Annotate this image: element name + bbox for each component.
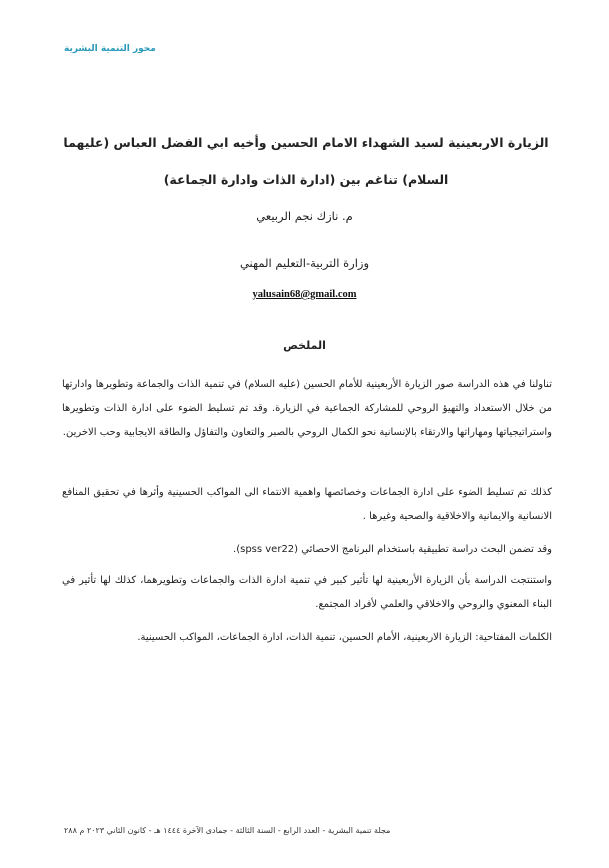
author-email[interactable]: yalusain68@gmail.com: [252, 289, 357, 300]
page-number: ٢٨٨: [64, 826, 77, 835]
abstract-heading: الملخص: [283, 339, 326, 352]
author-name: م. نازك نجم الربيعي: [256, 209, 353, 223]
keywords-paragraph: الكلمات المفتاحية: الزيارة الاربعينية، الأمام الحسين، تنمية الذات، ادارة الجماعات، المواكب الحسينية.: [137, 632, 552, 643]
article-title: الزيارة الاربعينية لسيد الشهداء الامام الحسين وأخيه ابي الفضل العباس (عليهما السلام) تناغم بين (ادارة الذات وادارة الجماعة): [63, 135, 549, 187]
abstract-paragraph: واستنتجت الدراسة بأن الزيارة الأربعينية لها تأثير كبير في تنمية ادارة الذات والجماعات وتطويرهما، كذلك لها تأثير في البناء المعنوي والروحي والاخلاقي والعلمي لأفراد المجتمع.: [62, 575, 552, 610]
abstract-paragraph: وقد تضمن البحث دراسة تطبيقية باستخدام البرنامج الاحصائي (spss ver22).: [233, 544, 552, 555]
page-footer: [64, 826, 390, 835]
abstract-paragraph: تناولنا في هذه الدراسة صور الزيارة الأربعينية للأمام الحسين (عليه السلام) في تنمية الذات والجماعة وتطويرها وادارتها من خلال الاستعداد والتهيؤ الروحي للمشاركة الجماعية في الزيارة. وقد تم تسليط الضوء على ادارة الذات وتطويرها واستراتيجياتها ومهاراتها والارتقاء بالإنسانية نحو الكمال الروحي بالصبر والتعاون والتفاؤل والطاقة الايجابية وحب الاخرين.: [62, 379, 552, 438]
author-affiliation: وزارة التربية-التعليم المهني: [239, 256, 370, 270]
section-header: محور التنمية البشرية: [64, 44, 156, 54]
journal-citation: مجلة تنمية البشرية - العدد الرابع - السنة الثالثة - جمادى الآخرة ١٤٤٤ هـ - كانون الثاني ٢٠٢٣ م: [79, 826, 391, 835]
abstract-paragraph: كذلك تم تسليط الضوء على ادارة الجماعات وخصائصها واهمية الانتماء الى المواكب الحسينية وأثرها في تحقيق المنافع الانسانية والايمانية والاخلاقية والصحية وغيرها .: [62, 487, 552, 522]
